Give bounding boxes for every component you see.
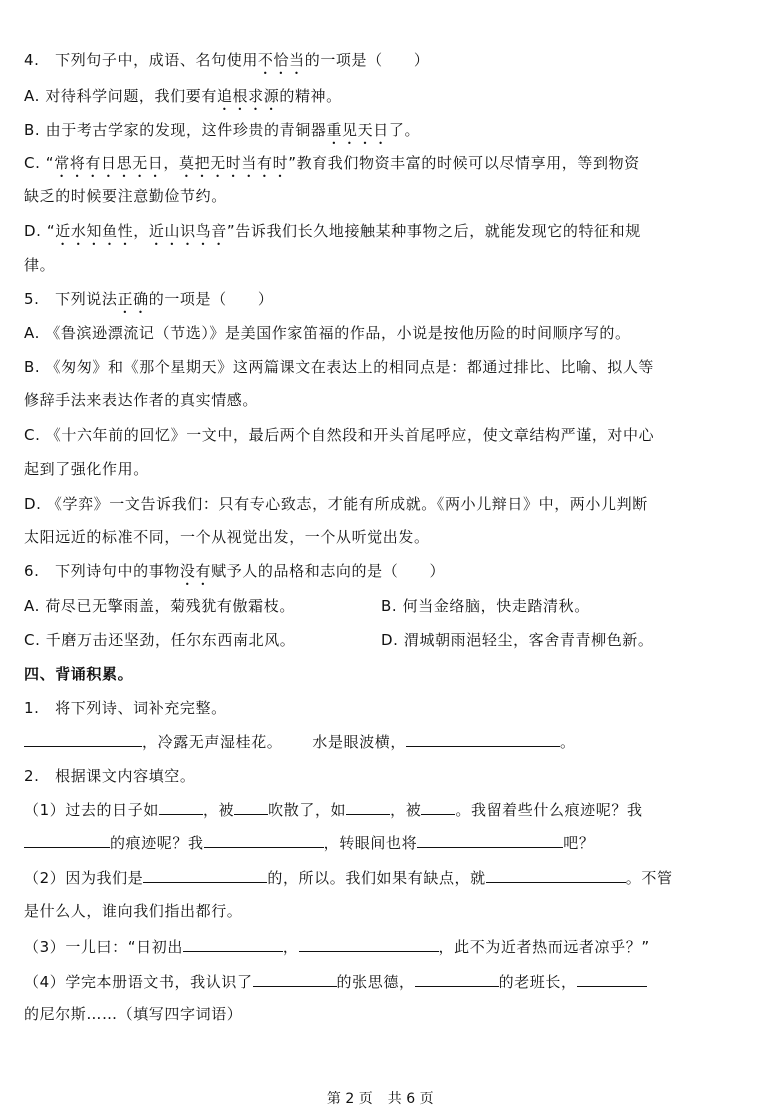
q5-option-b: B. 《匆匆》和《那个星期天》这两篇课文在表达上的相同点是：都通过排比、比喻、拟人等: [24, 358, 655, 376]
s4-q2-item-2: （2）因为我们是 的，所以。我们如果有缺点，就 。不管: [24, 869, 673, 887]
blank-13[interactable]: [299, 937, 439, 952]
q6-option-b: B. 何当金络脑，快走踏清秋。: [381, 597, 590, 615]
blank-9[interactable]: [417, 833, 563, 848]
s4-q2-item-4: （4）学完本册语文书，我认识了 的张思德， 的老班长，: [24, 972, 647, 992]
q4-option-a: A. 对待科学问题，我们要有追根求源的精神。: [24, 87, 342, 105]
blank-6[interactable]: [421, 800, 455, 815]
q6-option-a: A. 荷尽已无擎雨盖，菊残犹有傲霜枝。: [24, 597, 295, 615]
blank-5[interactable]: [346, 800, 390, 815]
q5-option-d: D. 《学弈》一文告诉我们：只有专心致志，才能有所成就。《两小儿辩日》中，两小儿判断: [24, 495, 648, 513]
q6-option-c: C. 千磨万击还坚劲，任尔东西南北风。: [24, 631, 296, 649]
blank-10[interactable]: [143, 868, 267, 883]
q6-option-d: D. 渭城朝雨浥轻尘，客舍青青柳色新。: [381, 631, 654, 649]
q5-stem: 5. 下列说法正确的一项是（ ）: [24, 290, 274, 308]
q4-option-d-cont: 律。: [24, 256, 56, 274]
q4-option-c-cont: 缺乏的时候要注意勤俭节约。: [24, 187, 227, 205]
blank-3[interactable]: [159, 800, 203, 815]
blank-4[interactable]: [234, 800, 268, 815]
blank-1[interactable]: [24, 732, 142, 747]
q5-option-b-cont: 修辞手法来表达作者的真实情感。: [24, 391, 259, 409]
q4-stem: 4. 下列句子中，成语、名句使用不恰当的一项是（ ）: [24, 51, 430, 69]
s4-q2-item-4-cont: 的尼尔斯……（填写四字词语）: [24, 1005, 243, 1023]
blank-7[interactable]: [24, 833, 110, 848]
q5-option-c-cont: 起到了强化作用。: [24, 460, 149, 478]
s4-q2-item-1: （1）过去的日子如 ，被 吹散了，如 ，被 。我留着些什么痕迹呢？我: [24, 801, 643, 819]
q5-option-a: A. 《鲁滨逊漂流记（节选）》是美国作家笛福的作品，小说是按他历险的时间顺序写的。: [24, 324, 631, 342]
section-4-title: 四、背诵积累。: [24, 665, 134, 683]
q5-option-c: C. 《十六年前的回忆》一文中，最后两个自然段和开头首尾呼应，使文章结构严谨，对中心: [24, 426, 655, 444]
q5-option-d-cont: 太阳远近的标准不同，一个从视觉出发，一个从听觉出发。: [24, 528, 430, 546]
blank-15[interactable]: [415, 972, 499, 987]
blank-16[interactable]: [577, 972, 647, 987]
s4-q2-item-2-cont: 是什么人，谁向我们指出都行。: [24, 902, 243, 920]
q4-option-c: C. “常将有日思无日，莫把无时当有时”教育我们物资丰富的时候可以尽情享用，等到物资: [24, 154, 640, 172]
blank-12[interactable]: [183, 937, 283, 952]
s4-q1-stem: 1. 将下列诗、词补充完整。: [24, 699, 227, 717]
s4-q1-fill-line: ，冷露无声湿桂花。 水是眼波横， 。: [24, 732, 576, 752]
blank-2[interactable]: [406, 732, 560, 747]
s4-q2-item-3: （3）一儿曰：“日初出 ， ，此不为近者热而远者凉乎？”: [24, 938, 650, 956]
s4-q2-stem: 2. 根据课文内容填空。: [24, 767, 196, 785]
q4-option-d: D. “近水知鱼性，近山识鸟音”告诉我们长久地接触某种事物之后，就能发现它的特征和规: [24, 222, 641, 240]
q6-stem: 6. 下列诗句中的事物没有赋予人的品格和志向的是（ ）: [24, 562, 446, 580]
blank-8[interactable]: [204, 833, 324, 848]
blank-11[interactable]: [486, 868, 626, 883]
q4-option-b: B. 由于考古学家的发现，这件珍贵的青铜器重见天日了。: [24, 121, 421, 139]
page-footer: 第 2 页 共 6 页: [326, 1091, 435, 1107]
s4-q2-item-1-cont: 的痕迹呢？我 ，转眼间也将 吧？: [24, 833, 594, 853]
blank-14[interactable]: [253, 972, 337, 987]
